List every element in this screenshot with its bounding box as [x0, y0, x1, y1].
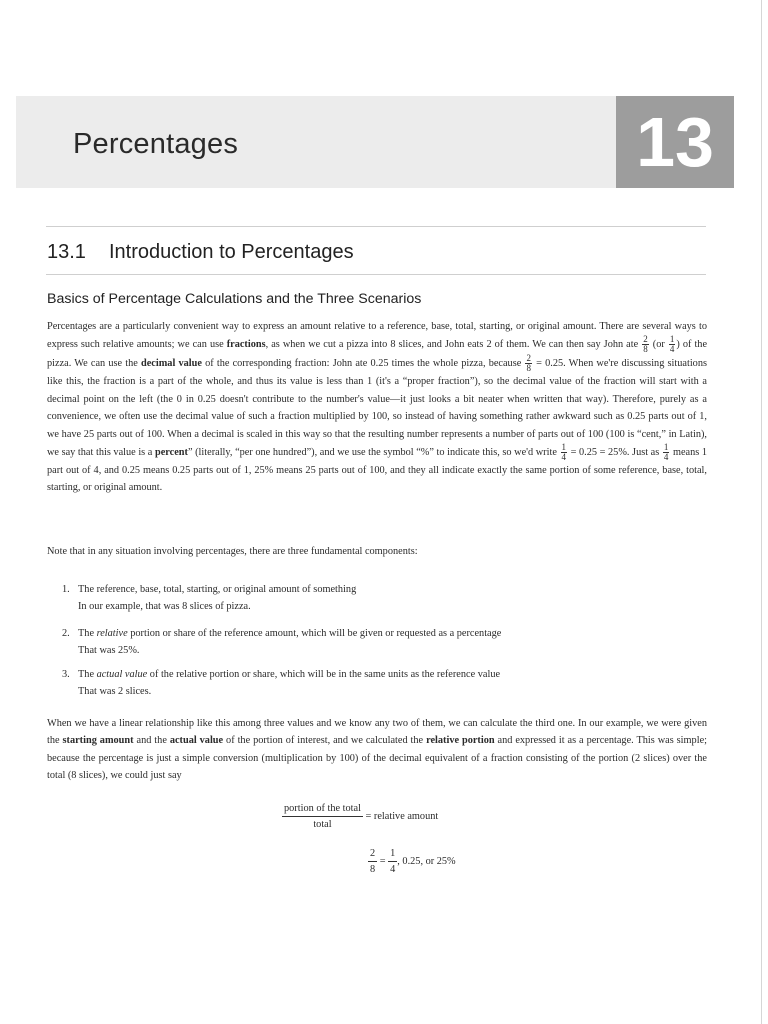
list-text-pre: The: [78, 669, 97, 680]
page-edge: [761, 0, 762, 1024]
term-actual-value: actual value: [169, 735, 224, 747]
list-number: 3.: [62, 669, 70, 680]
list-emphasis: actual value: [96, 669, 148, 680]
fraction-2-8: $\frac{2}{8}$: [643, 334, 648, 355]
subsection-title: Basics of Percentage Calculations and the Three Scenarios: [47, 291, 422, 307]
formula-denominator: total: [313, 819, 332, 830]
example-fraction-1-4: $\frac{1}{4}$: [390, 848, 396, 875]
intro-text-3: (or: [649, 339, 668, 351]
section-rule-bottom: [46, 274, 706, 275]
equals-sign: =: [379, 855, 386, 867]
intro-text-7: ” (literally, “per one hundred”), and we use the symbol “%” to indicate this, so we'd write: [187, 446, 560, 458]
section-heading: [47, 241, 354, 264]
components-note: Note that in any situation involving percentages, there are three fundamental components:: [47, 546, 418, 557]
linear-text-3: of the portion of interest, and we calculated the: [223, 735, 427, 747]
section-rule-top: [46, 226, 706, 227]
intro-text-1: Percentages are a particularly convenient way to express an amount relative to a reference, base, total, starting, or original amount. There are several ways to express such relative amounts; we can use: [47, 321, 707, 351]
section-number: 13.1: [47, 241, 86, 263]
fraction-1-4: $\frac{1}{4}$: [669, 334, 675, 355]
section-title: Introduction to Percentages: [109, 241, 354, 263]
fraction-1-4-c: $\frac{1}{4}$: [663, 442, 669, 463]
list-item: [62, 625, 501, 659]
intro-text-6: = 0.25. When we're discussing situations like this, the fraction is a part of the whole, and thus its value is less than 1 (it's a “proper fraction”), so the decimal value of the fraction will start with a decimal point on the left (the 0 in 0.25 doesn't contribute to the number's value—it just looks a bit neater when written that way). Therefore, purely as a convenience, we often use the decimal value of such a fraction multiplied by 100, so instead of having something rather awkward such as 0.25 parts out of 1, we have 25 parts out of 100. When a decimal is scaled in this way so that the resulting number represents a number of parts out of 100 (100 is “cent,” in Latin), we say that this value is a: [47, 358, 707, 458]
term-decimal-value: decimal value: [141, 358, 202, 370]
example-fraction-2-8: $\frac{2}{8}$: [370, 848, 376, 875]
term-relative-portion: relative portion: [426, 735, 495, 747]
linear-text-1: When we have a linear relationship like this among three values and we know any two of them, we can calculate the third one. In our example, we were given the: [47, 718, 707, 747]
list-example: In our example, that was 8 slices of pizza.: [78, 601, 251, 612]
intro-text-5: of the corresponding fraction: John ate 0.25 times the whole pizza, because: [201, 358, 525, 370]
list-item: [62, 666, 500, 700]
intro-paragraph: [47, 318, 707, 497]
term-percent: percent: [154, 446, 188, 458]
linear-text-2: and the: [133, 735, 170, 747]
list-text-pre: The: [78, 628, 97, 639]
fraction-2-8-b: $\frac{2}{8}$: [526, 353, 531, 374]
formula-fraction: [282, 801, 363, 832]
term-fractions: fractions: [226, 339, 266, 351]
list-emphasis: relative: [96, 628, 128, 639]
example-equation-rest: , 0.25, or 25%: [397, 855, 456, 867]
linear-paragraph: [47, 715, 707, 785]
intro-text-4: ) of the pizza. We can use the: [47, 339, 708, 370]
intro-text-2: , as when we cut a pizza into 8 slices, and John eats 2 of them. We can then say John ate: [265, 339, 642, 351]
formula-rhs: = relative amount: [365, 810, 439, 822]
chapter-number-box: [616, 96, 734, 188]
chapter-title: Percentages: [73, 128, 239, 160]
example-equation: [368, 846, 456, 877]
list-text: The reference, base, total, starting, or original amount of something: [78, 584, 357, 595]
formula-numerator: portion of the total: [282, 801, 363, 817]
intro-text-8: = 0.25 = 25%. Just as: [568, 446, 662, 458]
list-example: That was 25%.: [78, 645, 140, 656]
term-starting-amount: starting amount: [62, 735, 134, 747]
list-text: portion or share of the reference amount, which will be given or requested as a percentage: [127, 628, 502, 639]
list-number: 1.: [62, 584, 70, 595]
chapter-number: 13: [636, 103, 714, 181]
fraction-1-4-b: $\frac{1}{4}$: [561, 442, 566, 463]
linear-text-4: and expressed it as a percentage. This was simple; because the percentage is just a simple conversion (multiplication by 100) of the decimal equivalent of a fraction consisting of the portion (2 slices) over the total (8 slices), we could just say: [47, 735, 707, 782]
list-item: [62, 581, 356, 615]
relative-amount-formula: [282, 801, 438, 832]
list-number: 2.: [62, 628, 70, 639]
list-text: of the relative portion or share, which will be in the same units as the reference value: [147, 669, 501, 680]
intro-text-9: means 1 part out of 4, and 0.25 means 0.25 parts out of 1, 25% means 25 parts out of 100, and they all indicate exactly the same portion of some reference, base, total, starting, or original amount.: [47, 446, 708, 494]
list-example: That was 2 slices.: [78, 686, 152, 697]
